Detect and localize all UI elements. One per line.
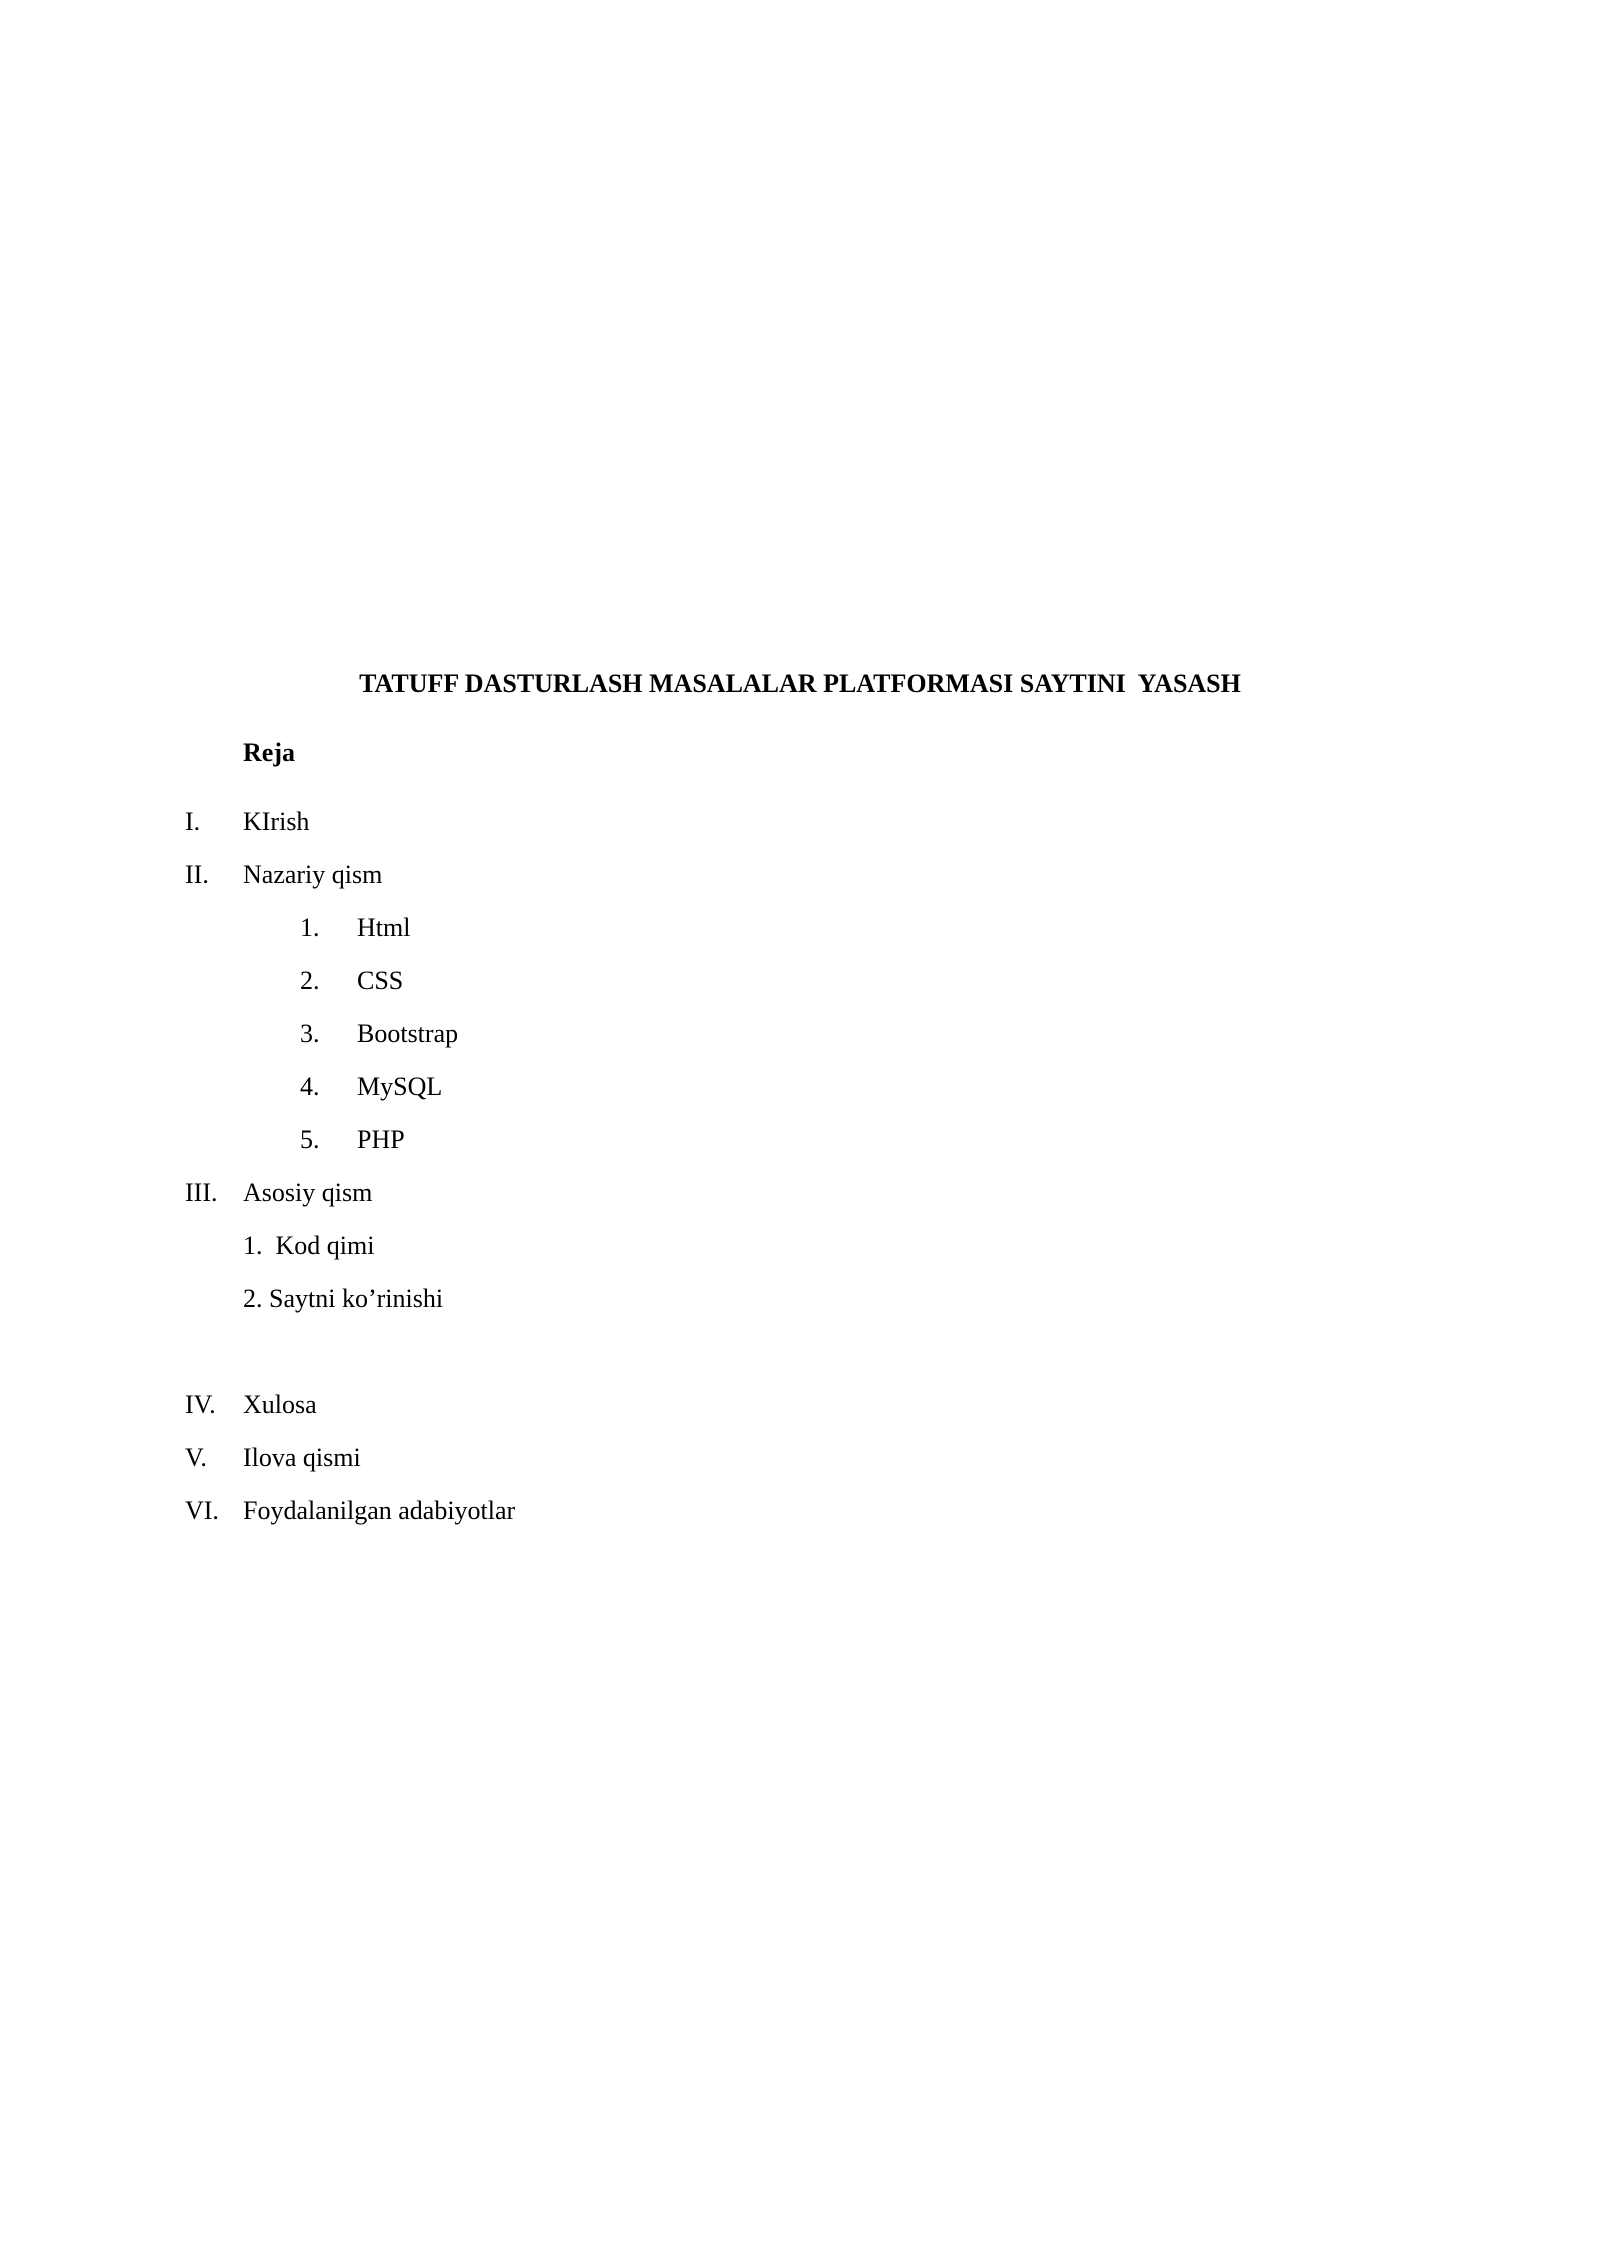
outline-text: Html: [357, 913, 411, 942]
outline-item-foydalanilgan-adabiyotlar: [0, 1495, 1600, 1548]
outline-number: 2.: [300, 966, 320, 995]
outline-subitem-mysql: [0, 1071, 1600, 1124]
document-title: TATUFF DASTURLASH MASALALAR PLATFORMASI SAYTINI YASASH: [359, 669, 1241, 698]
outline-number: IV.: [185, 1390, 216, 1419]
outline-number: VI.: [185, 1496, 219, 1525]
outline-text: Nazariy qism: [243, 860, 383, 889]
outline-number: III.: [185, 1178, 218, 1207]
outline-number: 5.: [300, 1125, 320, 1154]
outline-subitem-saytni-korinishi: [0, 1283, 1600, 1336]
outline-item-ilova-qismi: [0, 1442, 1600, 1495]
plan-outline: [0, 806, 1600, 1548]
outline-subitem-css: [0, 965, 1600, 1018]
outline-text: KIrish: [243, 807, 310, 836]
outline-text: 1. Kod qimi: [243, 1231, 375, 1260]
outline-text: Xulosa: [243, 1390, 317, 1419]
outline-text: Asosiy qism: [243, 1178, 373, 1207]
outline-item-nazariy-qism: [0, 859, 1600, 912]
outline-number: I.: [185, 807, 201, 836]
outline-text: MySQL: [357, 1072, 443, 1101]
outline-text: Ilova qismi: [243, 1443, 361, 1472]
outline-number: 1.: [300, 913, 320, 942]
plan-heading: Reja: [243, 738, 295, 767]
outline-number: 3.: [300, 1019, 320, 1048]
outline-text: PHP: [357, 1125, 405, 1154]
outline-text: Foydalanilgan adabiyotlar: [243, 1496, 516, 1525]
outline-text: 2. Saytni ko’rinishi: [243, 1284, 444, 1313]
outline-subitem-php: [0, 1124, 1600, 1177]
outline-item-xulosa: [0, 1389, 1600, 1442]
outline-subitem-bootstrap: [0, 1018, 1600, 1071]
outline-subitem-html: [0, 912, 1600, 965]
outline-number: II.: [185, 860, 209, 889]
outline-subitem-kod-qimi: [0, 1230, 1600, 1283]
outline-number: 4.: [300, 1072, 320, 1101]
outline-item-asosiy-qism: [0, 1177, 1600, 1230]
outline-text: CSS: [357, 966, 404, 995]
outline-item-kirish: [0, 806, 1600, 859]
outline-text: Bootstrap: [357, 1019, 459, 1048]
outline-number: V.: [185, 1443, 207, 1472]
